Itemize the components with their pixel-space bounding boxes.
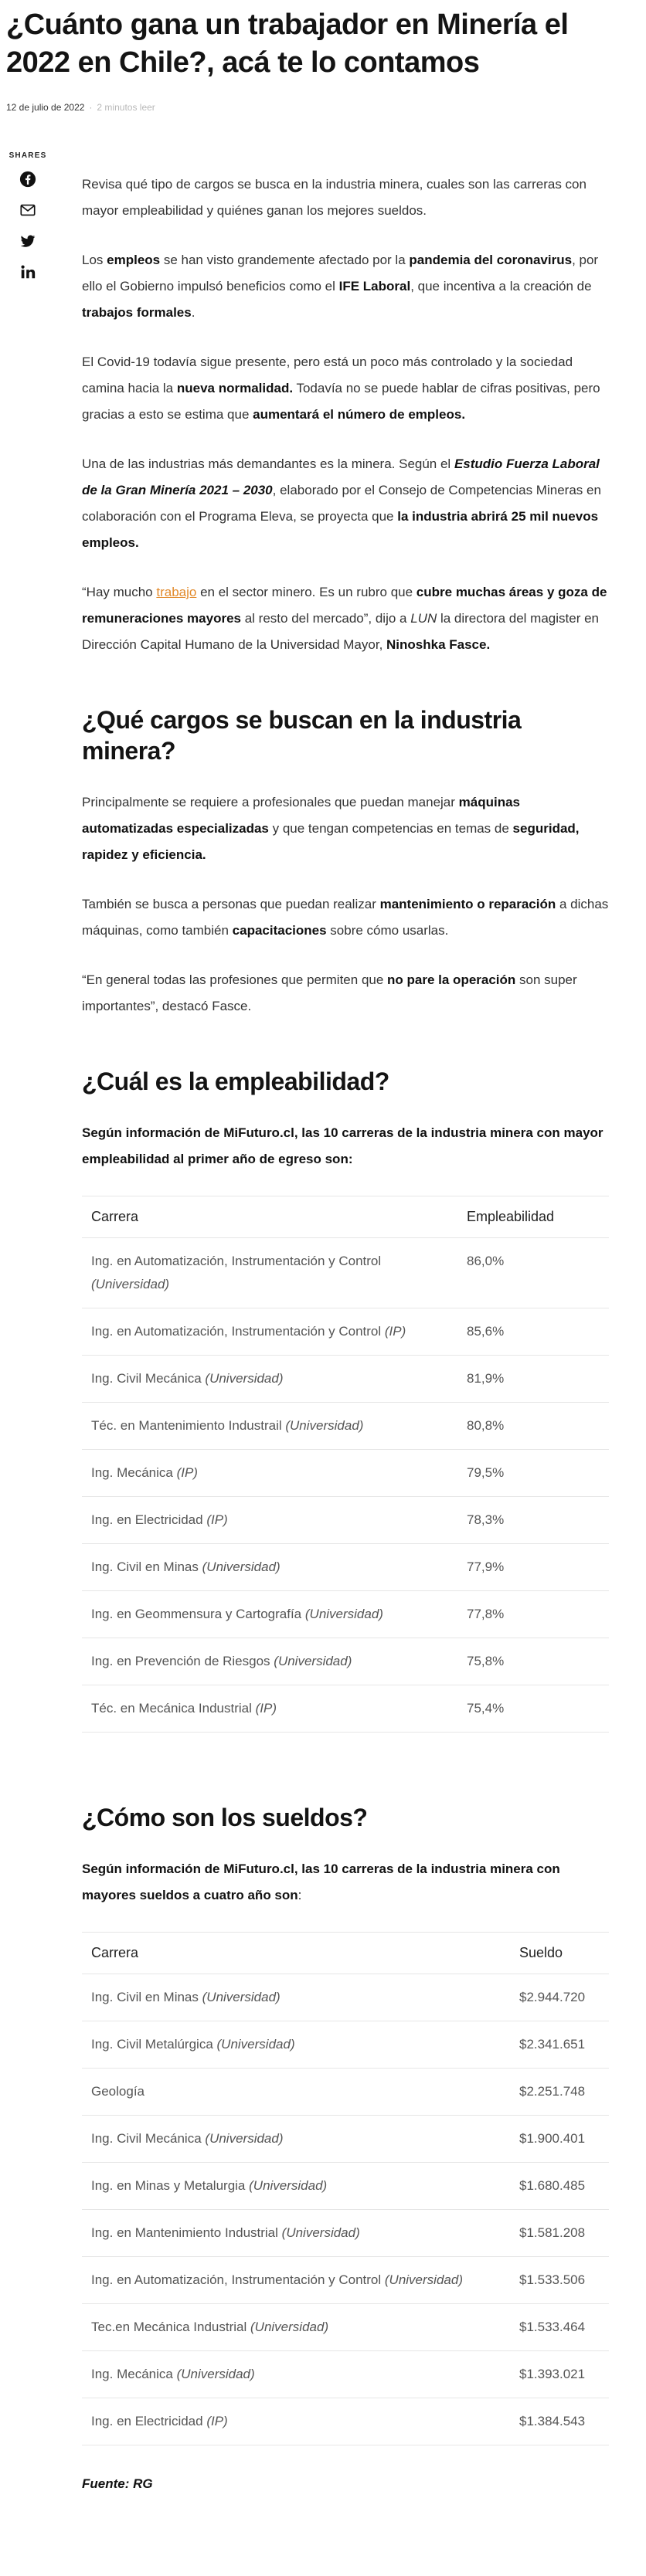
career-name: Ing. Civil Metalúrgica (Universidad) <box>82 2021 510 2069</box>
table-row <box>82 1638 609 1685</box>
institution-type: (Universidad) <box>250 2320 329 2334</box>
career-name: Ing. Mecánica (Universidad) <box>82 2351 510 2398</box>
table-row <box>82 1591 609 1638</box>
paragraph-employment: Los empleos se han visto grandemente afectado por la pandemia del coronavirus, por ello el Gobierno impulsó beneficios como el IFE Laboral, que incentiva a la creación de trabajos formales. <box>82 253 599 320</box>
paragraph-study: Una de las industrias más demandantes es la minera. Según el Estudio Fuerza Laboral de la Gran Minería 2021 – 2030, elaborado por el Consejo de Competencias Mineras en colaboración con el Programa Eleva, se proyecta que la industria abrirá 25 mil nuevos empleos. <box>82 456 601 550</box>
career-value: $1.900.401 <box>510 2116 609 2163</box>
institution-type: (IP) <box>206 2414 228 2428</box>
trabajo-link[interactable]: trabajo <box>156 585 197 599</box>
table-row <box>82 1544 609 1591</box>
sueldos-intro: Según información de MiFuturo.cl, las 10 carreras de la industria minera con mayores sueldos a cuatro año son: <box>82 1862 560 1902</box>
institution-type: (Universidad) <box>274 1654 352 1668</box>
institution-type: (Universidad) <box>205 1371 284 1386</box>
table-row <box>82 2069 609 2116</box>
institution-type: (Universidad) <box>91 1277 170 1291</box>
career-value: $1.384.543 <box>510 2398 609 2445</box>
table-row <box>82 2398 609 2445</box>
career-name: Tec.en Mecánica Industrial (Universidad) <box>82 2304 510 2351</box>
read-time: 2 minutos leer <box>97 102 155 113</box>
career-value: 75,8% <box>457 1638 609 1685</box>
career-name: Téc. en Mantenimiento Industrail (Universidad) <box>82 1403 457 1450</box>
career-value: $1.581.208 <box>510 2210 609 2257</box>
table-row <box>82 1685 609 1733</box>
table-row <box>82 2257 609 2304</box>
career-value: $2.944.720 <box>510 1974 609 2021</box>
career-name: Ing. Civil Mecánica (Universidad) <box>82 2116 510 2163</box>
career-name: Ing. en Automatización, Instrumentación y Control (IP) <box>82 1308 457 1356</box>
column-header-sueldo: Sueldo <box>510 1933 609 1974</box>
empleabilidad-intro: Según información de MiFuturo.cl, las 10 carreras de la industria minera con mayor empleabilidad al primer año de egreso son: <box>82 1125 604 1166</box>
institution-type: (Universidad) <box>216 2037 295 2052</box>
institution-type: (Universidad) <box>281 2225 360 2240</box>
career-name: Ing. Civil Mecánica (Universidad) <box>82 1356 457 1403</box>
paragraph-cargos-3: “En general todas las profesiones que permiten que no pare la operación son super importantes”, destacó Fasce. <box>82 972 577 1013</box>
career-name: Ing. en Automatización, Instrumentación y Control (Universidad) <box>82 2257 510 2304</box>
shares-label: SHARES <box>8 151 47 160</box>
table-row <box>82 1450 609 1497</box>
institution-type: (Universidad) <box>202 1560 280 1574</box>
table-row <box>82 2116 609 2163</box>
table-row <box>82 2351 609 2398</box>
career-value: $1.533.506 <box>510 2257 609 2304</box>
career-name: Ing. en Automatización, Instrumentación y Control (Universidad) <box>82 1238 457 1308</box>
career-name: Ing. en Electricidad (IP) <box>82 1497 457 1544</box>
article-body <box>82 171 609 2492</box>
article-meta <box>6 102 155 113</box>
publish-date: 12 de julio de 2022 <box>6 102 85 113</box>
institution-type: (IP) <box>384 1324 406 1339</box>
table-row <box>82 1497 609 1544</box>
institution-type: (IP) <box>176 1465 198 1480</box>
career-value: 79,5% <box>457 1450 609 1497</box>
share-bar <box>6 151 49 280</box>
table-row <box>82 1974 609 2021</box>
section-heading-empleabilidad: ¿Cuál es la empleabilidad? <box>82 1067 389 1095</box>
table-row <box>82 1356 609 1403</box>
institution-type: (IP) <box>206 1512 228 1527</box>
institution-type: (Universidad) <box>285 1418 364 1433</box>
section-heading-cargos: ¿Qué cargos se buscan en la industria minera? <box>82 706 522 765</box>
article-title: ¿Cuánto gana un trabajador en Minería el 2022 en Chile?, acá te lo contamos <box>6 8 569 79</box>
column-header-carrera: Carrera <box>82 1196 457 1238</box>
career-name: Geología <box>82 2069 510 2116</box>
meta-separator: · <box>89 102 93 113</box>
career-name: Ing. Mecánica (IP) <box>82 1450 457 1497</box>
career-name: Téc. en Mecánica Industrial (IP) <box>82 1685 457 1733</box>
career-name: Ing. en Minas y Metalurgia (Universidad) <box>82 2163 510 2210</box>
sueldos-table <box>82 1932 609 2445</box>
table-row <box>82 1403 609 1450</box>
table-header-row <box>82 1933 609 1974</box>
table-row <box>82 2163 609 2210</box>
career-value: $1.680.485 <box>510 2163 609 2210</box>
career-value: 85,6% <box>457 1308 609 1356</box>
career-value: 77,9% <box>457 1544 609 1591</box>
career-value: 86,0% <box>457 1238 609 1308</box>
institution-type: (Universidad) <box>202 1990 280 2004</box>
paragraph-cargos-1: Principalmente se requiere a profesionales que puedan manejar máquinas automatizadas especializadas y que tengan competencias en temas de seguridad, rapidez y eficiencia. <box>82 795 580 862</box>
paragraph-cargos-2: También se busca a personas que puedan realizar mantenimiento o reparación a dichas máquinas, como también capacitaciones sobre cómo usarlas. <box>82 897 609 938</box>
career-name: Ing. en Electricidad (IP) <box>82 2398 510 2445</box>
career-value: $2.341.651 <box>510 2021 609 2069</box>
career-value: 75,4% <box>457 1685 609 1733</box>
email-icon[interactable] <box>19 202 36 219</box>
institution-type: (IP) <box>255 1701 277 1716</box>
institution-type: (Universidad) <box>176 2367 255 2381</box>
career-value: 81,9% <box>457 1356 609 1403</box>
career-name: Ing. Civil en Minas (Universidad) <box>82 1974 510 2021</box>
linkedin-icon[interactable] <box>19 263 36 280</box>
twitter-icon[interactable] <box>19 232 36 249</box>
column-header-empleabilidad: Empleabilidad <box>457 1196 609 1238</box>
career-value: $2.251.748 <box>510 2069 609 2116</box>
source-credit: Fuente: RG <box>82 2476 153 2491</box>
institution-type: (Universidad) <box>205 2131 284 2146</box>
paragraph-intro: Revisa qué tipo de cargos se busca en la industria minera, cuales son las carreras con mayor empleabilidad y quiénes ganan los mejores sueldos. <box>82 177 586 218</box>
table-row <box>82 1308 609 1356</box>
career-value: 80,8% <box>457 1403 609 1450</box>
career-name: Ing. en Geommensura y Cartografía (Universidad) <box>82 1591 457 1638</box>
career-value: $1.393.021 <box>510 2351 609 2398</box>
facebook-icon[interactable] <box>19 171 36 188</box>
empleabilidad-table <box>82 1196 609 1733</box>
career-value: $1.533.464 <box>510 2304 609 2351</box>
career-name: Ing. Civil en Minas (Universidad) <box>82 1544 457 1591</box>
section-heading-sueldos: ¿Cómo son los sueldos? <box>82 1804 368 1831</box>
table-row <box>82 2304 609 2351</box>
column-header-carrera: Carrera <box>82 1933 510 1974</box>
institution-type: (Universidad) <box>249 2178 328 2193</box>
institution-type: (Universidad) <box>384 2272 463 2287</box>
institution-type: (Universidad) <box>304 1607 383 1621</box>
table-row <box>82 2210 609 2257</box>
career-value: 77,8% <box>457 1591 609 1638</box>
career-name: Ing. en Prevención de Riesgos (Universidad) <box>82 1638 457 1685</box>
table-row <box>82 1238 609 1308</box>
table-row <box>82 2021 609 2069</box>
paragraph-quote: “Hay mucho trabajo en el sector minero. Es un rubro que cubre muchas áreas y goza de remuneraciones mayores al resto del mercado”, dijo a LUN la directora del magister en Dirección Capital Humano de la Universidad Mayor, Ninoshka Fasce. <box>82 585 607 652</box>
career-value: 78,3% <box>457 1497 609 1544</box>
career-name: Ing. en Mantenimiento Industrial (Universidad) <box>82 2210 510 2257</box>
table-header-row <box>82 1196 609 1238</box>
paragraph-covid: El Covid-19 todavía sigue presente, pero está un poco más controlado y la sociedad camina hacia la nueva normalidad. Todavía no se puede hablar de cifras positivas, pero gracias a esto se estima que aumentará el número de empleos. <box>82 355 600 422</box>
